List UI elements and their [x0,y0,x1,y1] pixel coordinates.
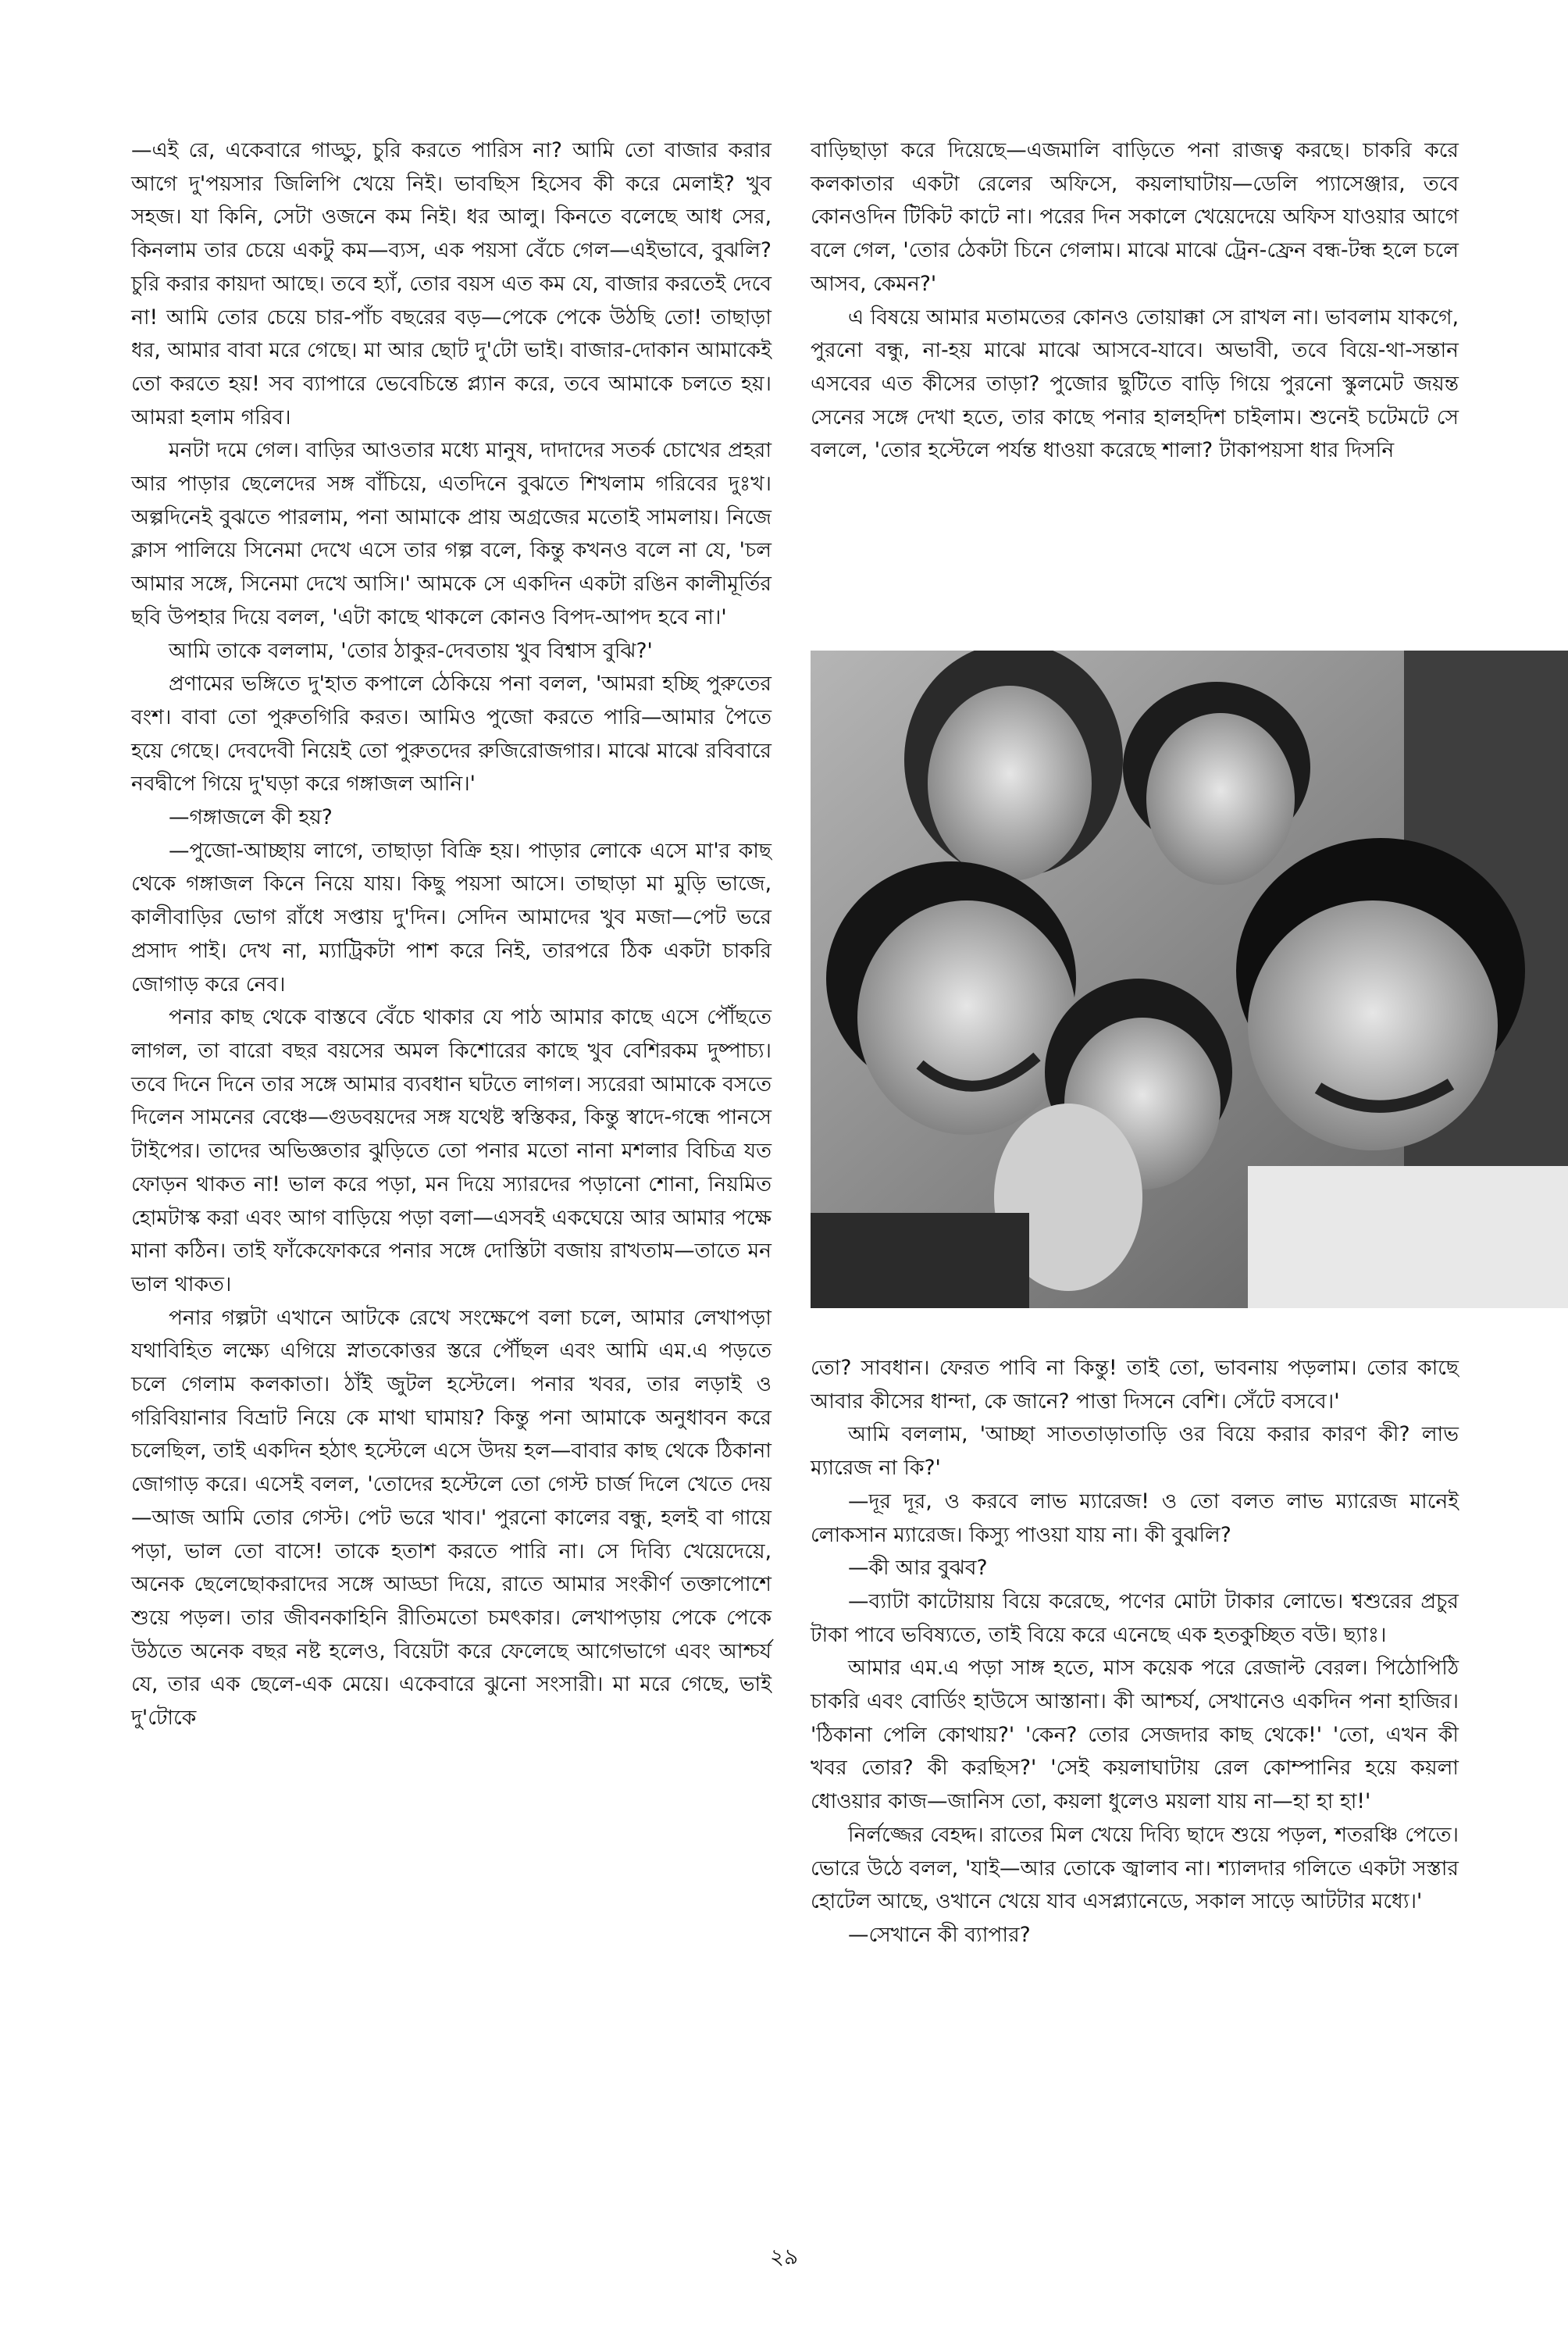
paragraph: পনার কাছ থেকে বাস্তবে বেঁচে থাকার যে পাঠ আমার কাছে এসে পৌঁছতে লাগল, তা বারো বছর বয়সের অমল কিশোরের কাছে খুব বেশিরকম দুষ্পাচ্য। তবে দিনে দিনে তার সঙ্গে আমার ব্যবধান ঘটতে লাগল। স্যরেরা আমাকে বসতে দিলেন সামনের বেঞ্চে—গুডবয়দের সঙ্গ যথেষ্ট স্বস্তিকর, কিন্তু স্বাদে-গন্ধে পানসে টাইপের। তাদের অভিজ্ঞতার ঝুড়িতে তো পনার মতো নানা মশলার বিচিত্র যত ফোড়ন থাকত না! ভাল করে পড়া, মন দিয়ে স্যারদের পড়ানো শোনা, নিয়মিত হোমটাস্ক করা এবং আগ বাড়িয়ে পড়া বলা—এসবই একঘেয়ে আর আমার পক্ষে মানা কঠিন। তাই ফাঁকেফোকরে পনার সঙ্গে দোস্তিটা বজায় রাখতাম—তাতে মন ভাল থাকত। [131,1005,772,1296]
paragraph: আমি বললাম, 'আচ্ছা সাততাড়াতাড়ি ওর বিয়ে করার কারণ কী? লাভ ম্যারেজ না কি?' [811,1422,1459,1481]
paragraph: তো? সাবধান। ফেরত পাবি না কিন্তু! তাই তো, ভাবনায় পড়লাম। তোর কাছে আবার কীসের ধান্দা, কে জানে? পাত্তা দিসনে বেশি। সেঁটে বসবে।' [811,1356,1459,1414]
paragraph: —সেখানে কী ব্যাপার? [848,1922,1031,1947]
page-number: ২৯ [769,2244,799,2270]
photo-children-smiling [811,651,1568,1308]
paragraph: —কী আর বুঝব? [848,1556,988,1581]
paragraph: নির্লজ্জের বেহদ্দ। রাতের মিল খেয়ে দিব্যি ছাদে শুয়ে পড়ল, শতরঞ্চি পেতে। ভোরে উঠে বলল, 'যাই—আর তোকে জ্বালাব না। শ্যালদার গলিতে একটা সস্তার হোটেল আছে, ওখানে খেয়ে যাব এসপ্ল্যানেডে, সকাল সাড়ে আটটার মধ্যে।' [811,1822,1459,1914]
paragraph: বাড়িছাড়া করে দিয়েছে—এজমালি বাড়িতে পনা রাজত্ব করছে। চাকরি করে কলকাতার একটা রেলের অফিসে, কয়লাঘাটায়—ডেলি প্যাসেঞ্জার, তবে কোনওদিন টিকিট কাটে না। পরের দিন সকালে খেয়েদেয়ে অফিস যাওয়ার আগে বলে গেল, 'তোর ঠেকটা চিনে গেলাম। মাঝে মাঝে ট্রেন-ফ্রেন বন্ধ-টন্ধ হলে চলে আসব, কেমন?' [811,138,1459,296]
paragraph: —পুজো-আচ্ছায় লাগে, তাছাড়া বিক্রি হয়। পাড়ার লোকে এসে মা'র কাছ থেকে গঙ্গাজল কিনে নিয়ে যায়। কিছু পয়সা আসে। তাছাড়া মা মুড়ি ভাজে, কালীবাড়ির ভোগ রাঁধে সপ্তায় দু'দিন। সেদিন আমাদের খুব মজা—পেট ভরে প্রসাদ পাই। দেখ না, ম্যাট্রিকটা পাশ করে নিই, তারপরে ঠিক একটা চাকরি জোগাড় করে নেব। [131,838,772,997]
paragraph: আমি তাকে বললাম, 'তোর ঠাকুর-দেবতায় খুব বিশ্বাস বুঝি?' [169,638,653,663]
paragraph: আমার এম.এ পড়া সাঙ্গ হতে, মাস কয়েক পরে রেজাল্ট বেরল। পিঠোপিঠি চাকরি এবং বোর্ডিং হাউসে আস্তানা। কী আশ্চর্য, সেখানেও একদিন পনা হাজির। 'ঠিকানা পেলি কোথায়?' 'কেন? তোর সেজদার কাছ থেকে!' 'তো, এখন কী খবর তোর? কী করছিস?' 'সেই কয়লাঘাটায় রেল কোম্পানির হয়ে কয়লা ধোওয়ার কাজ—জানিস তো, কয়লা ধুলেও ময়লা যায় না—হা হা হা!' [811,1656,1459,1814]
right-column-bottom [811,1352,1459,1952]
photo-icon [811,651,1568,1308]
paragraph: —ব্যাটা কাটোয়ায় বিয়ে করেছে, পণের মোটা টাকার লোভে। শ্বশুরের প্রচুর টাকা পাবে ভবিষ্যতে, তাই বিয়ে করে এনেছে এক হতকুচ্ছিত বউ। ছ্যাঃ। [811,1589,1459,1647]
paragraph: —দূর দূর, ও করবে লাভ ম্যারেজ! ও তো বলত লাভ ম্যারেজ মানেই লোকসান ম্যারেজ। কিস্যু পাওয়া যায় না। কী বুঝলি? [811,1489,1459,1547]
right-column-top [811,134,1459,468]
paragraph: —এই রে, একেবারে গাড্ডু, চুরি করতে পারিস না? আমি তো বাজার করার আগে দু'পয়সার জিলিপি খেয়ে নিই। ভাবছিস হিসেব কী করে মেলাই? খুব সহজ। যা কিনি, সেটা ওজনে কম নিই। ধর আলু। কিনতে বলেছে আধ সের, কিনলাম তার চেয়ে একটু কম—ব্যস, এক পয়সা বেঁচে গেল—এইভাবে, বুঝলি? চুরি করার কায়দা আছে। তবে হ্যাঁ, তোর বয়স এত কম যে, বাজার করতেই দেবে না! আমি তোর চেয়ে চার-পাঁচ বছরের বড়—পেকে পেকে উঠছি তো! তাছাড়া ধর, আমার বাবা মরে গেছে। মা আর ছোট দু'টো ভাই। বাজার-দোকান আমাকেই তো করতে হয়! সব ব্যাপারে ভেবেচিন্তে প্ল্যান করে, তবে আমাকে চলতে হয়। আমরা হলাম গরিব। [131,138,772,430]
paragraph: —গঙ্গাজলে কী হয়? [169,805,333,830]
paragraph: প্রণামের ভঙ্গিতে দু'হাত কপালে ঠেকিয়ে পনা বলল, 'আমরা হচ্ছি পুরুতের বংশ। বাবা তো পুরুতগিরি করত। আমিও পুজো করতে পারি—আমার পৈতে হয়ে গেছে। দেবদেবী নিয়েই তো পুরুতদের রুজিরোজগার। মাঝে মাঝে রবিবারে নবদ্বীপে গিয়ে দু'ঘড়া করে গঙ্গাজল আনি।' [131,672,772,797]
paragraph: পনার গল্পটা এখানে আটকে রেখে সংক্ষেপে বলা চলে, আমার লেখাপড়া যথাবিহিত লক্ষ্যে এগিয়ে স্নাতকোত্তর স্তরে পৌঁছল এবং আমি এম.এ পড়তে চলে গেলাম কলকাতা। ঠাঁই জুটল হস্টেলে। পনার খবর, তার লড়াই ও গরিবিয়ানার বিভ্রাট নিয়ে কে মাথা ঘামায়? কিন্তু পনা আমাকে অনুধাবন করে চলেছিল, তাই একদিন হঠাৎ হস্টেলে এসে উদয় হল—বাবার কাছ থেকে ঠিকানা জোগাড় করে। এসেই বলল, 'তোদের হস্টেলে তো গেস্ট চার্জ দিলে খেতে দেয়—আজ আমি তোর গেস্ট। পেট ভরে খাব।' পুরনো কালের বন্ধু, হলই বা গায়ে পড়া, ভাল তো বাসে! তাকে হতাশ করতে পারি না। সে দিব্যি খেয়েদেয়ে, অনেক ছেলেছোকরাদের সঙ্গে আড্ডা দিয়ে, রাতে আমার সংকীর্ণ তক্তাপোশে শুয়ে পড়ল। তার জীবনকাহিনি রীতিমতো চমৎকার। লেখাপড়ায় পেকে পেকে উঠতে অনেক বছর নষ্ট হলেও, বিয়েটা করে ফেলেছে আগেভাগে এবং আশ্চর্য যে, তার এক ছেলে-এক মেয়ে। একেবারে ঝুনো সংসারী। মা মরে গেছে, ভাই দু'টোকে [131,1305,772,1731]
paragraph: এ বিষয়ে আমার মতামতের কোনও তোয়াক্কা সে রাখল না। ভাবলাম যাকগে, পুরনো বন্ধু, না-হয় মাঝে মাঝে আসবে-যাবে। অভাবী, তবে বিয়ে-থা-সন্তান এসবের এত কীসের তাড়া? পুজোর ছুটিতে বাড়ি গিয়ে পুরনো স্কুলমেট জয়ন্ত সেনের সঙ্গে দেখা হতে, তার কাছে পনার হালহদিশ চাইলাম। শুনেই চটেমটে সে বললে, 'তোর হস্টেলে পর্যন্ত ধাওয়া করেছে শালা? টাকাপয়সা ধার দিসনি [811,305,1459,463]
paragraph: মনটা দমে গেল। বাড়ির আওতার মধ্যে মানুষ, দাদাদের সতর্ক চোখের প্রহরা আর পাড়ার ছেলেদের সঙ্গ বাঁচিয়ে, এতদিনে বুঝতে শিখলাম গরিবের দুঃখ। অল্পদিনেই বুঝতে পারলাম, পনা আমাকে প্রায় অগ্রজের মতোই সামলায়। নিজে ক্লাস পালিয়ে সিনেমা দেখে এসে তার গল্প বলে, কিন্তু কখনও বলে না যে, 'চল আমার সঙ্গে, সিনেমা দেখে আসি।' আমকে সে একদিন একটা রঙিন কালীমূর্তির ছবি উপহার দিয়ে বলল, 'এটা কাছে থাকলে কোনও বিপদ-আপদ হবে না।' [131,438,772,629]
left-column [131,134,772,1735]
